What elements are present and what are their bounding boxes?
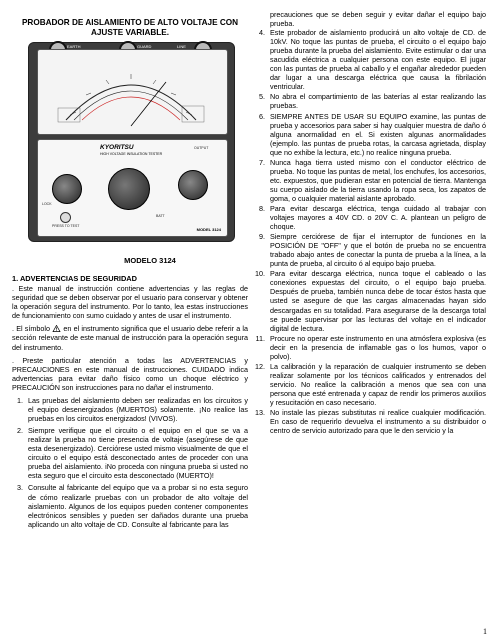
earth-label: EARTH [67,44,81,49]
model-plate: MODEL 3124 [196,227,221,232]
list-item: 11. Procure no operar este instrumento en una atmósfera explosiva (es decir en la presencia de inflamable gas o los humos, vapor o polvo). [267,334,486,361]
meter-scale [56,60,206,130]
list-item: 5. No abra el compartimiento de las baterías al estar realizando las pruebas. [267,92,486,110]
output-label: OUTPUT [194,146,209,150]
item-3-continuation: precauciones que se deben seguir y evitar dañar el equipo bajo prueba. [270,10,486,29]
model-caption: MODELO 3124 [124,256,176,265]
list-item: 6. SIEMPRE ANTES DE USAR SU EQUIPO examine, las puntas de prueba y accesorios para saber si hay cualquier muestra de daño ó alguna anormalidad en el. Si existen algunas anormalidades (ejemplo. las puntas de prueba rotas, la carcasa agrietada, display que no exhibe la lectura, etc.) no realice ninguna prueba. [267,112,486,157]
list-item: 4. Este probador de aislamiento producirá un alto voltaje de CD. de 10kV. No toque las puntas de prueba, el circuito o el equipo bajo prueba durante la prueba del aislamiento. Evite estimular o dar una sacudida eléctrica a cualquier persona con este equipo. El jugar con las puntas de prueba al caballo y el engañar alrededor pueden dar lugar a una descarga eléctrica que causa la fibrilación ventricular. [267,28,486,91]
list-item: 10. Para evitar descarga eléctrica, nunca toque el cableado o las conexiones expuestas del circuito, o el equipo bajo prueba. Después de prueba, también nunca debe de tocar éstos hasta que usted se asegure de que las cargas almacenadas hayan sido descargadas en su totalidad. Para asegurarse de la descarga total se puede supervisar por las lecturas del voltaje en el indicador digital de lectura. [267,269,486,332]
symbol-prefix: . El símbolo [12,324,50,334]
intro-paragraph: . Este manual de instrucción contiene advertencias y las reglas de seguridad que se deben observar por el usuario para conservar y obtener la operación segura del instrumento. Por lo tanto, lea estas instrucciones de funcionamiento con sumo cuidado y antes de usar el instrumento. [12,284,248,321]
right-column [254,10,486,436]
press-to-test-button[interactable] [60,212,71,223]
analog-meter-panel [37,49,228,135]
warning-triangle-icon [52,325,61,332]
list-item: 9. Siempre cerciórese de fijar el interruptor de funciones en la POSICIÓN DE "OFF" y que el botón de prueba no se encuentra trabado abajo antes de conectar la punta de prueba a la línea, a la punta de prueba, al circuito ó al equipo bajo prueba. [267,232,486,268]
voltage-adjust-knob[interactable] [108,168,150,210]
left-column [12,10,248,532]
list-item: 8. Para evitar descarga eléctrica, tenga cuidado al trabajar con voltajes mayores a 40V CD. o 20V C. A. plantean un peligro de choque. [267,204,486,231]
press-to-test-label: PRESS TO TEST [52,224,80,228]
batt-label: BATT [156,214,165,218]
symbol-paragraph [12,324,248,351]
guard-label: GUARD [137,44,152,49]
list-item: 3. Consulte al fabricante del equipo que va a probar si no esta seguro de cómo realizarle pruebas con un probador de alto voltaje del aislamiento. Algunos de los equipos pueden contener componentes electrónicos sensibles y pueden ser dañados durante una prueba aplicando un alto voltaje de CD. Consulte al fabricante para las [25,483,248,528]
symbol-paragraph-text: en el instrumento significa que el usuario debe referir a la sección relevante de este manual de instrucción para la operación segura del instrumento. [12,324,248,352]
function-switch[interactable] [178,170,208,200]
safety-list-right [254,28,486,435]
attention-paragraph: . Preste particular atención a todas las ADVERTENCIAS y PRECAUCIONES en este manual de instrucciones. CUIDADO indica advertencias para evitar daño físico como un choque eléctrico y PRECAUCIÓN son instrucciones para no dañar el instrumento. [12,355,248,392]
list-item: 7. Nunca haga tierra usted mismo con el conductor eléctrico de prueba. No toque las puntas de metal, los enchufes, los accesorios, etc. expuestos, que pudieran estar en potencial de tierra. Mantenga su cuerpo aislado de la tierra usando la ropa seca, los zapatos de goma, o cualquier material aislante aprobado. [267,158,486,203]
insulation-tester-photo [28,42,235,242]
list-item: 1. Las pruebas del aislamiento deben ser realizadas en los circuitos y el equipo desenergizados (MUERTOS) solamente. ¡No realice las pruebas en los circuitos energizados! (VIVOS). [25,396,248,423]
document-title: PROBADOR DE AISLAMIENTO DE ALTO VOLTAJE CON AJUSTE VARIABLE. [21,18,239,37]
lock-label: LOCK [42,202,52,206]
brand-subtitle: HIGH VOLTAGE INSULATION TESTER [100,152,163,156]
range-knob[interactable] [52,174,82,204]
list-item: 2. Siempre verifique que el circuito o el equipo en el que se va a realizar la prueba no tiene presencia de voltaje (asegúrese de que esta desenergizado). Cerciórese usted mismo visualmente de que el circuito o el equipo está desconectado antes de proceder con una prueba del aislamiento. iNo proceda con ninguna prueba si usted no esta seguro que el circuito esta desconectado (MUERTO)! [25,426,248,480]
page-number: 1 [483,627,487,636]
list-item: 13. No instale las piezas substitutas ni realice cualquier modificación. En caso de requerirlo devuelva el instrumento a su distribuidor o centro de servicio autorizado para que le den servicio y la [267,408,486,435]
line-label: LINE [177,44,186,49]
brand-logo: KYORITSU [100,144,134,151]
list-item: 12. La calibración y la reparación de cualquier instrumento se deben realizar solamente por los técnicos calificados y entrenados del servicio. No realice la calibración a menos que sea con una persona que esté entrenada y capaz de rendir los primeros auxilios y resucitación en caso necesario. [267,362,486,407]
safety-list-left [12,396,248,529]
section-heading: 1. ADVERTENCIAS DE SEGURIDAD [12,274,137,283]
control-panel [37,139,228,237]
